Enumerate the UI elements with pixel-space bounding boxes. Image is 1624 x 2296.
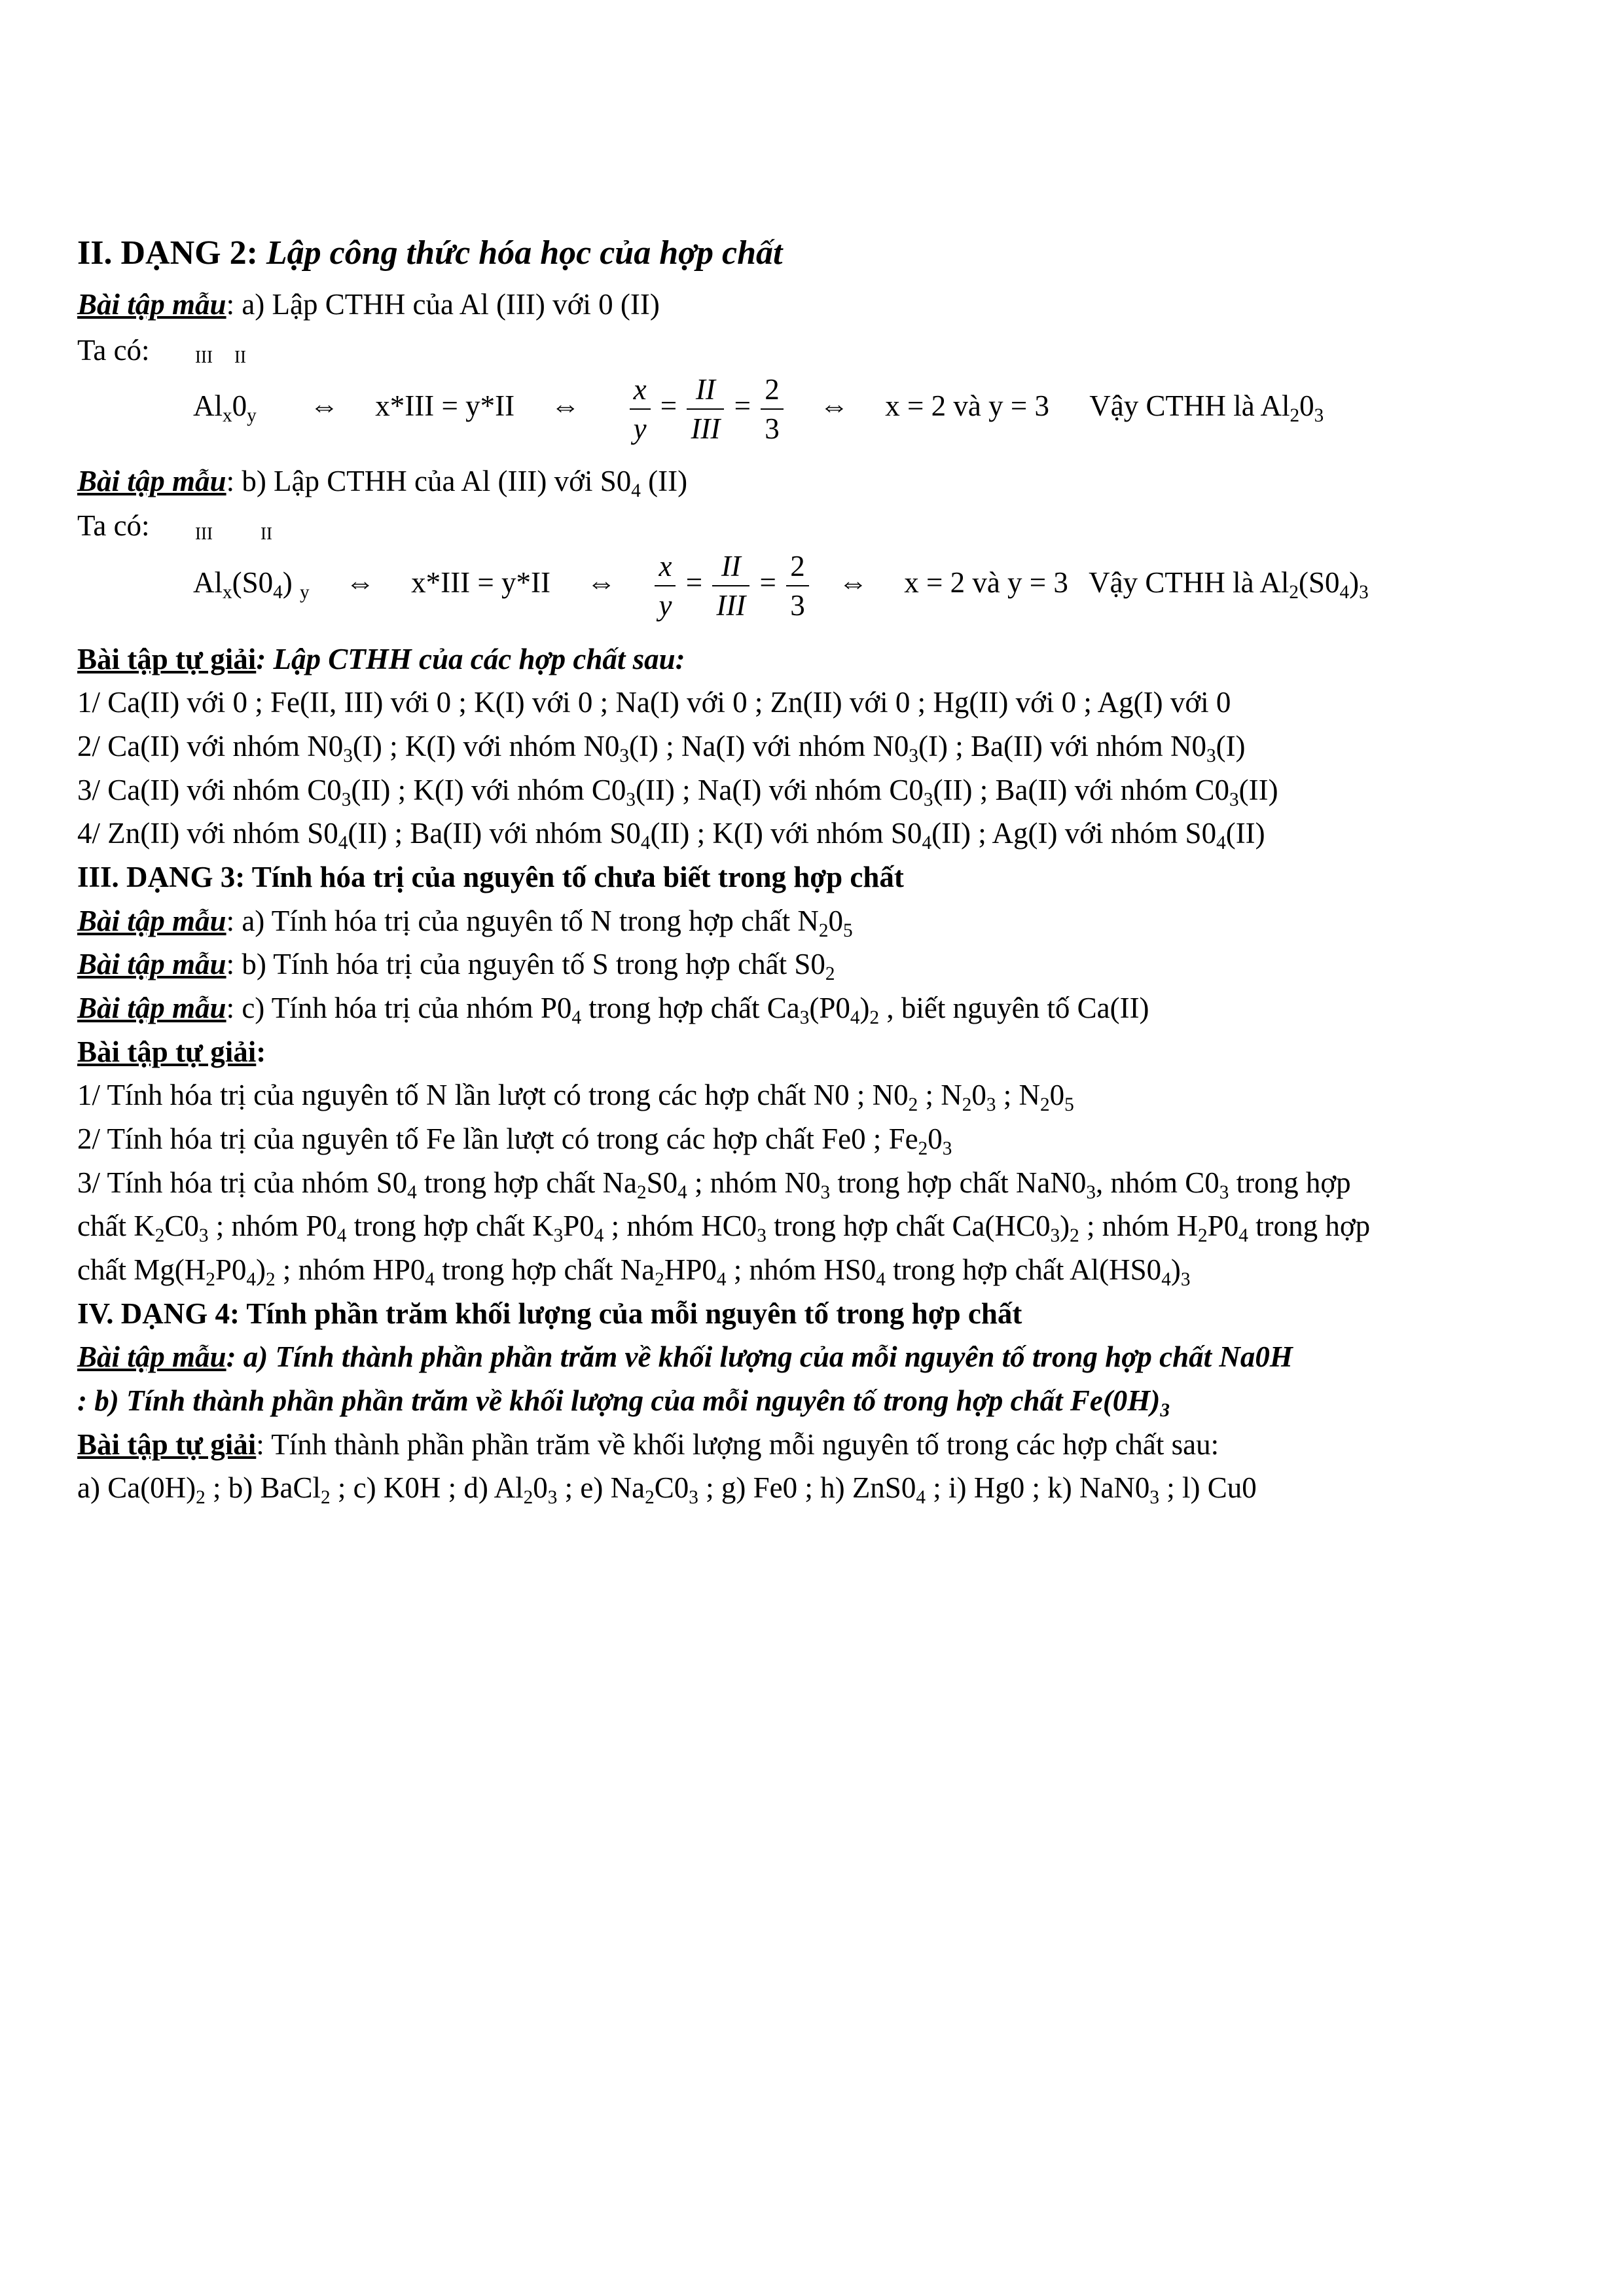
equation-a: $Al_x0_y$ ⇔ x*III = y*II ⇔ $\frac{x}{y}$ = $\frac{II}{\text{III}}$ = $\frac{2}{3}$ ⇔ x = 2 và y = 3 Vậy CTHH là $Al_20_3$ (193, 367, 1324, 448)
s3-question-1: 1/ Tính hóa trị của nguyên tố N lần lượt có trong các hợp chất N0 ; $N0_2$ ; $N_20_3$ ; $N_20_5$ (77, 1079, 1074, 1115)
example-b-line: Bài tập mẫu: b) Lập CTHH của Al (III) với $S0_4$ (II) (77, 465, 688, 501)
s4-compound-list: a) $Ca(0H)_2$ ; b) BaCl$_2$ ; c) K0H ; d) $Al_20_3$ ; e) $Na_2C0_3$ ; g) Fe0 ; h) $ZnS0_4$ ; i) Hg0 ; k) $NaN0_3$ ; l) Cu0 (77, 1471, 1257, 1508)
valence-II-b: II (261, 524, 272, 543)
s3-question-2: 2/ Tính hóa trị của nguyên tố Fe lần lượt có trong các hợp chất Fe0 ; $Fe_20_3$ (77, 1122, 952, 1159)
s3-self-practice: Bài tập tự giải: (77, 1035, 266, 1068)
list-item-3: 3/ Ca(II) với nhóm $C0_3(II)$ ; K(I) với nhóm $C0_3(II)$ ; Na(I) với nhóm $C0_3(II)$ ; Ba(II) với nhóm $C0_3(II)$ (77, 774, 1278, 810)
s3-question-3-line-1: 3/ Tính hóa trị của nhóm $S0_4$ trong hợp chất $Na_2S0_4$ ; nhóm $N0_3$ trong hợp chất $NaN0_3$, nhóm $C0_3$ trong hợp (77, 1166, 1351, 1203)
s4-self-practice: Bài tập tự giải: Tính thành phần phần trăm về khối lượng mỗi nguyên tố trong các hợp chất sau: (77, 1428, 1219, 1461)
example-a-line: Bài tập mẫu: a) Lập CTHH của Al (III) với 0 (II) (77, 288, 660, 321)
s3-example-a: Bài tập mẫu: a) Tính hóa trị của nguyên tố N trong hợp chất $N_20_5$ (77, 905, 853, 941)
s3-question-3-line-3: chất $Mg(H_2P0_4)_2$ ; nhóm $HP0_4$ trong hợp chất $Na_2HP0_4$ ; nhóm $HS0_4$ trong hợp chất $Al(HS0_4)_3$ (77, 1253, 1191, 1290)
section-2-heading: II. DẠNG 2: Lập công thức hóa học của hợp chất (77, 234, 783, 272)
ta-co-b: Ta có: (77, 509, 150, 542)
section-3-heading: III. DẠNG 3: Tính hóa trị của nguyên tố chưa biết trong hợp chất (77, 861, 904, 893)
valence-II-a: II (234, 347, 246, 367)
list-item-2: 2/ Ca(II) với nhóm $N0_3(I)$ ; K(I) với nhóm $N0_3(I)$ ; Na(I) với nhóm $N0_3(I)$ ; Ba(II) với nhóm $N0_3(I)$ (77, 730, 1246, 766)
self-practice-2: Bài tập tự giải: Lập CTHH của các hợp chất sau: (77, 643, 685, 675)
list-item-1: 1/ Ca(II) với 0 ; Fe(II, III) với 0 ; K(I) với 0 ; Na(I) với 0 ; Zn(II) với 0 ; Hg(II) với 0 ; Ag(I) với 0 (77, 686, 1231, 719)
s3-example-c: Bài tập mẫu: c) Tính hóa trị của nhóm $P0_4$ trong hợp chất $Ca_3(P0_4)_2$ , biết nguyên tố Ca(II) (77, 992, 1149, 1028)
valence-III-a: III (195, 347, 213, 367)
equation-b: $Al_x(S0_4)$ $_y$ ⇔ x*III = y*II ⇔ $\frac{x}{y}$ = $\frac{II}{\text{III}}$ = $\frac{2}{3}$ ⇔ x = 2 và y = 3 Vậy CTHH là $Al_2(S0_4)_3$ (193, 543, 1369, 624)
s4-example-b: : b) Tính thành phần phần trăm về khối lượng của mỗi nguyên tố trong hợp chất $Fe(0H)_3$ (77, 1384, 1170, 1421)
s3-example-b: Bài tập mẫu: b) Tính hóa trị của nguyên tố S trong hợp chất $S0_2$ (77, 948, 835, 984)
s3-question-3-line-2: chất $K_2C0_3$ ; nhóm $P0_4$ trong hợp chất $K_3P0_4$ ; nhóm $HC0_3$ trong hợp chất $Ca(HC0_3)_2$ ; nhóm $H_2P0_4$ trong hợp (77, 1210, 1371, 1246)
valence-III-b: III (195, 524, 213, 543)
list-item-4: 4/ Zn(II) với nhóm $S0_4(II)$ ; Ba(II) với nhóm $S0_4(II)$ ; K(I) với nhóm $S0_4(II)$ ; Ag(I) với nhóm $S0_4(II)$ (77, 817, 1265, 853)
section-4-heading: IV. DẠNG 4: Tính phần trăm khối lượng của mỗi nguyên tố trong hợp chất (77, 1297, 1022, 1330)
s4-example-a: Bài tập mẫu: a) Tính thành phần phần trăm về khối lượng của mỗi nguyên tố trong hợp chất Na0H (77, 1340, 1293, 1373)
ta-co-a: Ta có: (77, 334, 150, 367)
